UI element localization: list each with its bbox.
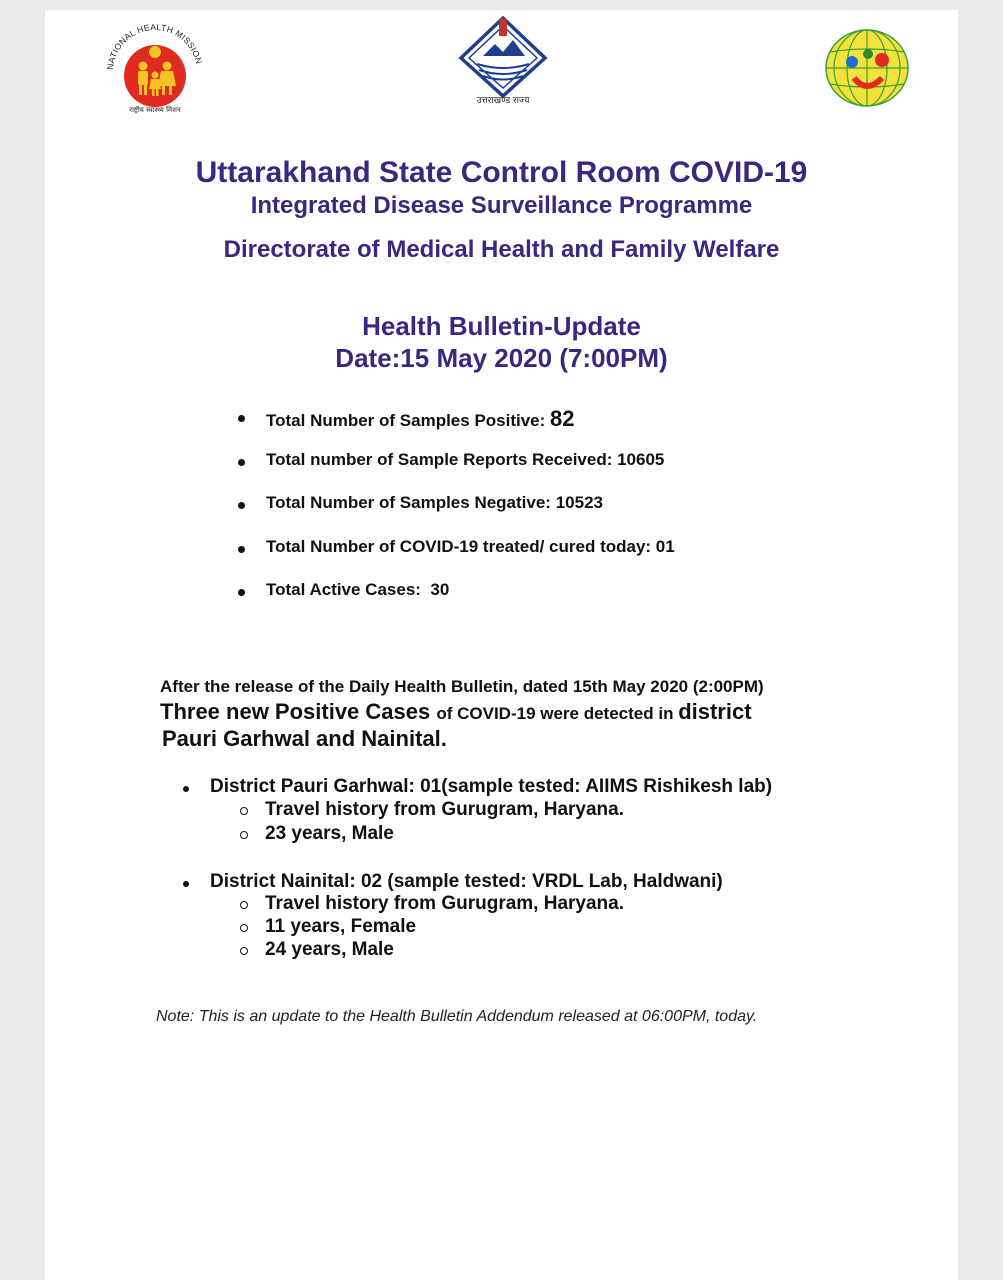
hollow-bullet-icon xyxy=(240,947,248,955)
bullet-icon xyxy=(238,459,245,466)
district-word: district xyxy=(678,699,752,724)
district-label: District Nainital: 02 (sample tested: VRDL Lab, Haldwani) xyxy=(210,871,723,892)
stat-value: 01 xyxy=(655,536,675,556)
stat-reports-received xyxy=(234,450,834,494)
globe-family-logo xyxy=(824,28,910,108)
hollow-bullet-icon xyxy=(240,901,248,909)
bullet-icon xyxy=(183,786,189,792)
stat-label: Total Number of Samples Positive: xyxy=(266,411,551,430)
stat-label: Total Number of COVID-19 treated/ cured today: xyxy=(266,536,656,556)
stat-value: 10523 xyxy=(555,493,603,512)
bullet-icon xyxy=(238,415,245,422)
uttarakhand-hindi-caption: उत्तराखण्ड राज्य xyxy=(476,96,530,104)
bulletin-title: Health Bulletin-Update xyxy=(362,311,641,341)
update-new-cases-line xyxy=(160,699,860,725)
bulletin-date: Date:15 May 2020 (7:00PM) xyxy=(335,343,668,373)
case-detail-text: 11 years, Female xyxy=(265,916,417,937)
hollow-bullet-icon xyxy=(240,831,248,839)
control-room-title: Uttarakhand State Control Room COVID-19 xyxy=(195,156,808,189)
update-districts-line: Pauri Garhwal and Nainital. xyxy=(162,726,447,751)
update-intro-line: After the release of the Daily Health Bulletin, dated 15th May 2020 (2:00PM) xyxy=(160,677,764,696)
case-detail-text: Travel history from Gurugram, Haryana. xyxy=(265,799,625,820)
stat-active-cases xyxy=(234,580,834,624)
nhm-ring-text: NATIONAL HEALTH MISSION xyxy=(104,21,205,71)
district-label: District Pauri Garhwal: 01(sample tested: AIIMS Rishikesh lab) xyxy=(210,776,773,797)
stat-value: 10605 xyxy=(617,449,665,469)
stat-value: 30 xyxy=(430,580,450,599)
bullet-icon xyxy=(238,589,245,596)
uttarakhand-emblem-logo xyxy=(453,12,553,104)
stat-samples-positive xyxy=(234,406,834,450)
bullet-icon xyxy=(238,502,245,509)
new-cases-emphasis: Three new Positive Cases xyxy=(160,699,437,724)
case-detail-text: Travel history from Gurugram, Haryana. xyxy=(265,893,625,914)
programme-subtitle: Integrated Disease Surveillance Programme xyxy=(250,192,753,219)
stat-cured-today xyxy=(234,537,834,581)
stat-value: 82 xyxy=(550,406,575,431)
hollow-bullet-icon xyxy=(240,924,248,932)
case-detail-text: 23 years, Male xyxy=(265,823,394,844)
nhm-hindi-caption: राष्ट्रीय स्वास्थ्य मिशन xyxy=(129,106,181,114)
stat-samples-negative xyxy=(234,493,834,537)
summary-stats-list xyxy=(234,406,834,624)
stat-label: Total Active Cases: xyxy=(266,580,431,599)
stat-label: Total Number of Samples Negative: xyxy=(266,493,556,512)
case-detail-text: 24 years, Male xyxy=(265,939,394,960)
update-note: Note: This is an update to the Health Bulletin Addendum released at 06:00PM, today. xyxy=(156,1008,758,1025)
bulletin-page xyxy=(45,10,958,1280)
directorate-subtitle: Directorate of Medical Health and Family Welfare xyxy=(223,236,780,263)
national-health-mission-logo xyxy=(99,14,211,114)
new-cases-connector: of COVID-19 were detected in xyxy=(436,704,679,723)
hollow-bullet-icon xyxy=(240,807,248,815)
bullet-icon xyxy=(238,546,245,553)
bullet-icon xyxy=(183,881,189,887)
stat-label: Total number of Sample Reports Received: xyxy=(266,449,618,469)
